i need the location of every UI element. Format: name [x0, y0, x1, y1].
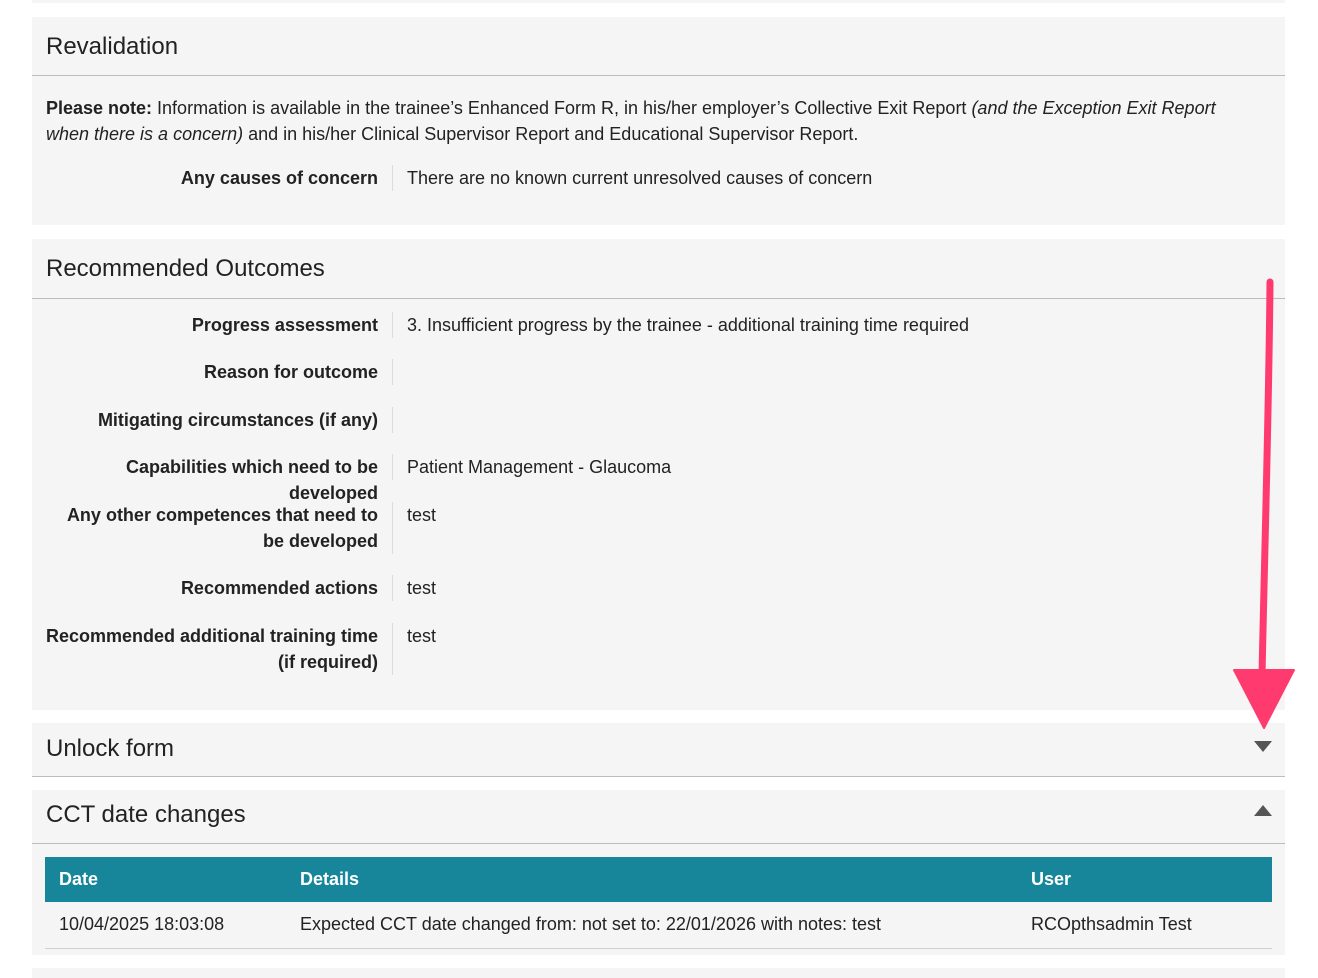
field-value: Patient Management - Glaucoma	[392, 454, 1272, 480]
chevron-down-icon[interactable]	[1254, 741, 1272, 752]
field-label: Capabilities which need to be developed	[125, 457, 378, 503]
recommended-outcomes-panel	[32, 239, 1285, 710]
revalidation-panel	[32, 17, 1285, 225]
previous-panel-edge	[32, 0, 1285, 3]
unlock-form-title: Unlock form	[46, 735, 175, 762]
chevron-up-icon[interactable]	[1254, 805, 1272, 816]
next-panel-edge	[32, 968, 1285, 978]
cct-date-changes-title: CCT date changes	[46, 801, 246, 828]
revalidation-note	[46, 95, 1261, 147]
revalidation-header	[32, 17, 1285, 76]
cct-changes-table	[45, 857, 1272, 949]
revalidation-title: Revalidation	[46, 33, 179, 60]
field-label: Progress assessment	[191, 315, 378, 335]
column-header-date: Date	[45, 857, 286, 902]
cell-user: RCOpthsadmin Test	[1017, 902, 1272, 948]
recommended-outcomes-header	[32, 239, 1285, 299]
field-label: Any other competences that need to be developed	[66, 505, 378, 551]
unlock-form-panel[interactable]	[32, 723, 1285, 777]
field-value	[392, 407, 1272, 433]
table-header-row	[45, 857, 1272, 902]
column-header-user: User	[1017, 857, 1272, 902]
recommended-outcomes-title: Recommended Outcomes	[46, 255, 325, 282]
cell-details: Expected CCT date changed from: not set to: 22/01/2026 with notes: test	[286, 902, 1017, 948]
note-text-1: Information is available in the trainee’s Enhanced Form R, in his/her employer’s Collective Exit Report	[152, 98, 972, 118]
field-value: 3. Insufficient progress by the trainee - additional training time required	[392, 312, 1272, 338]
cct-date-changes-header[interactable]	[32, 790, 1285, 844]
field-label: Recommended additional training time (if required)	[45, 626, 378, 672]
field-label: Mitigating circumstances (if any)	[97, 410, 378, 430]
field-label: Recommended actions	[180, 578, 378, 598]
note-text-2: and in his/her Clinical Supervisor Report and Educational Supervisor Report.	[243, 124, 859, 144]
field-value	[392, 359, 1272, 385]
table-row	[45, 902, 1272, 948]
field-label: Reason for outcome	[203, 362, 378, 382]
field-label: Any causes of concern	[180, 168, 378, 188]
cct-date-changes-panel	[32, 790, 1285, 955]
note-label: Please note:	[46, 98, 153, 118]
field-value: test	[392, 502, 1272, 554]
note-italic: (and the Exception Exit Report when there is a concern)	[46, 98, 1216, 144]
field-value: test	[392, 575, 1272, 601]
cell-date: 10/04/2025 18:03:08	[45, 902, 286, 948]
field-value: There are no known current unresolved causes of concern	[392, 165, 1272, 191]
unlock-form-header[interactable]	[32, 723, 1285, 777]
annotation-arrow-icon	[1228, 276, 1300, 732]
field-value: test	[392, 623, 1272, 675]
column-header-details: Details	[286, 857, 1017, 902]
